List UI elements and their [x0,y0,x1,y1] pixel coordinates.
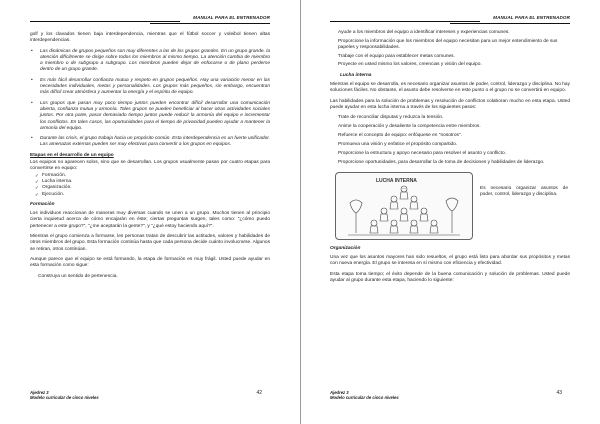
stages-intro: Los equipos no aparecen solos, sino que se desarrollan. Los grupos usualmente pasan por cuatro etapas para convertirse en equipo: [30,160,270,172]
list-item: Promueva una visión y enfatice el propósito compartido. [338,141,458,147]
footer-line: Ajedrez 3 [30,390,49,395]
group-dynamics-list [30,49,270,149]
page-header [30,14,270,24]
list-item: Trabaje con el equipo para establecer metas comunes. [338,53,455,59]
cartoon-drawing [336,173,472,239]
list-item: Proporcione la estructura y apoyo necesario para resolver el asunto y conflicto. [338,150,506,156]
aunque-paragraph: Aunque parece que el equipo se está formando, la etapa de formación es muy frágil. Usted puede ayudar en esta formación como sigue: [30,256,270,269]
check-icon: ✓ [35,172,39,178]
page-footer [330,390,570,404]
mientras-paragraph: Mientras el grupo comienza a formarse, les personas tratan de descubrir las actitudes, valores y habilidades de otros miembros del grupo. Esta formación continúa hasta que cada persona decide cuánto involucrarse. Algunos se retiran, otros continúan. [30,234,270,252]
lucha-heading: Lucha interna [340,72,372,78]
figure-block [330,172,570,240]
list-item: • Durante las crisis, el grupo trabaja hacia un propósito común. Esta interdependencia es un fuerte unificador. Las amenazas externas pueden ser muy efectivas para convertir a los grupos en equipos. [30,136,270,149]
organizacion-heading: Organización [330,245,361,251]
org-paragraph-2: Esta etapa toma tiempo; el éxito depende de la buena comunicación y solución de problemas. Usted puede ayudar al grupo durante esta etapa, haciendo lo siguiente: [330,271,570,284]
list-item: Ayude a los miembros del equipo a identificar intereses y experiencias comunes. [338,30,510,35]
footer-label [30,390,99,400]
list-item: Proporcione oportunidades, para desarrollar la de toma de decisiones y habilidades de liderazgo. [338,159,545,165]
lucha-interna-illustration [335,172,473,240]
list-item [30,192,270,198]
check-icon: ✓ [35,185,39,191]
lucha-steps-list [330,115,570,166]
header-rule [30,21,180,22]
footer-label [330,390,399,400]
formacion-paragraph: Los individuos reaccionan de maneras muy diversas cuando se unen a un grupo. Muchos tienen al principio cierta inquietud acerca de cómo encajarán en éste; ciertas preguntas surgen, tales como: "¿cómo puedo pertenecer a este grupo?", "¿me aceptarán la gente?", y "¿qué estoy haciendo aquí?". [30,211,270,229]
figure-label: LUCHA INTERNA [376,177,417,184]
page-body [330,30,570,288]
list-item: • Los grupos que pasan muy poco tiempo juntos pueden encontrar difícil desarrollar una comunicación abierta, confianza mutua y armonía. Tales grupos se pueden beneficiar al hacer otras actividades sociales juntos. Por otra parte, pasar demasiado tiempo juntos puede reducir la armonía del equipo e incrementar los conflictos. En tales casos, las oportunidades para el tiempo de privacidad pueden ayudar a mantener la armonía del equipo. [30,101,270,132]
list-item: Trate de reconciliar disputas y reduzca la tensión. [338,115,444,121]
habilidades-paragraph: Las habilidades para la solución de problemas y resolución de conflictos colaboran mucho en esta etapa. Usted puede ayudar en esta lucha interna a través de los siguientes pasos: [330,98,570,110]
page-header [330,14,570,24]
list-item: Proyecte en usted mismo los valores, creencias y visión del equipo. [338,62,482,68]
page-footer [30,390,270,404]
page-body [30,32,270,284]
list-item: Refuerce el concepto de equipo: enfóquese en "nosotros". [338,132,462,138]
intro-paragraph: golf y los clavados tienen baja interdependencia, mientras que el fútbol soccer y voleibol tienen altas interdependencias. [30,32,270,44]
formacion-heading: Formación [30,201,55,207]
footer-line: Modelo curricular de cinco niveles [30,395,99,400]
lucha-paragraph: Mientras el equipo se desarrolla, es necesario organizar asuntos de poder, control, liderazgo y disciplina. No hay soluciones fáciles. No obstante, el asunto debe resolverse en este punto o el grupo no se convertirá en equipo. [330,81,570,94]
list-item: • Las dinámicas de grupos pequeños son muy diferentes a las de los grupos grandes. En un grupo grande, la atención difícilmente se dirige sobre todos los miembros al mismo tiempo. La atención cambia de miembro a miembro o de subgrupo a subgrupo. Los miembros pueden dejar de enfocarse o de plano perderse dentro de un grupo grande. [30,49,270,74]
formation-steps-list [330,30,570,69]
stage-label: Formación. [42,172,66,178]
header-rule [330,21,480,22]
check-icon: ✓ [35,178,39,184]
stages-heading: Etapas en el desarrollo de un equipo [30,152,114,158]
stages-list [30,173,270,198]
list-item: Construya un sentido de pertenencia. [38,273,118,279]
footer-line: Ajedrez 3 [330,390,349,395]
check-icon: ✓ [35,191,39,197]
header-title: MANUAL PARA EL ENTRENADOR [193,15,270,20]
footer-line: Modelo curricular de cinco niveles [330,395,399,400]
header-underline [150,23,270,24]
header-title: MANUAL PARA EL ENTRENADOR [493,15,570,20]
page-right [300,0,600,424]
page-number: 43 [556,390,562,396]
stage-label: Organización. [42,185,72,191]
list-item: • Es más fácil desarrollar confianza mutua y respeto en grupos pequeños. Hay una variación menor en las necesidades individuales, metas y personalidades. Los grupos más pequeños, sin embargo, encuentran más difícil crear atmósfera y aumentar la energía y el espíritu de equipo. [30,78,270,97]
stage-label: Lucha interna. [42,178,73,184]
figure-caption: Es necesario organizar asuntos de poder, control, liderazgo y disciplina. [480,185,568,198]
list-item: Anime la cooperación y desaliente la competencia entre miembros. [338,124,481,130]
org-paragraph: Una vez que los asuntos mayores han sido resueltos, el grupo está listo para abordar sus propósitos y metas con nueva energía. El grupo se interesa en sí mismo con eficiencia y efectividad. [330,255,570,267]
list-item: Proporcione la información que los miembros del equipo necesitan para un mejor entendimiento de sus papeles y responsabilidades. [338,38,558,50]
header-underline [450,23,570,24]
stage-label: Ejecución. [42,191,65,197]
page-number: 42 [256,390,262,396]
